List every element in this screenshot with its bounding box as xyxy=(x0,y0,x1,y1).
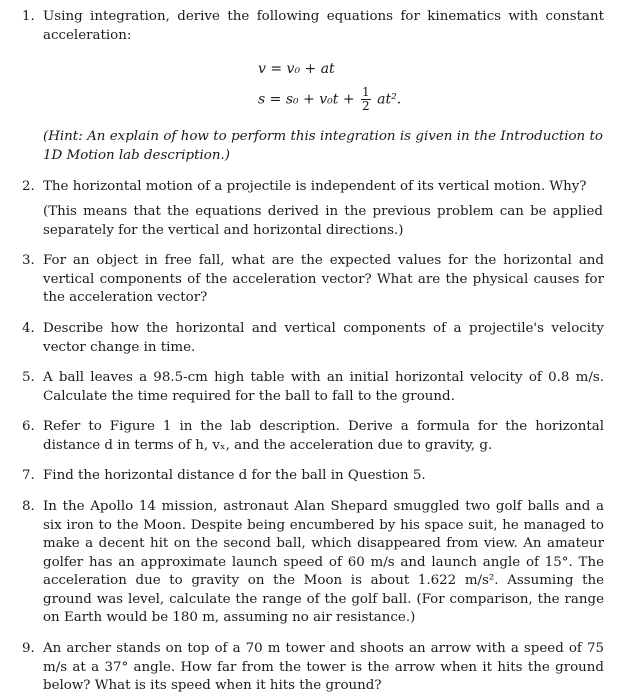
question-5 xyxy=(22,369,604,406)
question-9 xyxy=(22,640,604,696)
question-text: An archer stands on top of a 70 m tower and shoots an arrow with a speed of 75 m/s at a 37° angle. How far from the tower is the arrow when it hits the ground below? What is its speed when it hits the ground? xyxy=(43,641,604,693)
question-6 xyxy=(22,418,604,455)
question-text: The horizontal motion of a projectile is independent of its vertical motion. Why? xyxy=(43,179,587,194)
question-text: For an object in free fall, what are the expected values for the horizontal and vertical components of the acceleration vector? What are the physical causes for the acceleration vector? xyxy=(43,253,604,305)
question-number: 3. xyxy=(22,253,35,268)
question-text: Find the horizontal distance d for the ball in Question 5. xyxy=(43,468,426,483)
question-number: 2. xyxy=(22,179,35,194)
fraction-denominator: 2 xyxy=(362,99,370,113)
question-2 xyxy=(22,178,604,197)
question-number: 5. xyxy=(22,370,35,385)
question-8 xyxy=(22,498,604,628)
question-4 xyxy=(22,320,604,357)
equation-displacement xyxy=(258,86,401,113)
question-text: Using integration, derive the following equations for kinematics with constant acceleration: xyxy=(43,9,604,43)
question-text: Describe how the horizontal and vertical components of a projectile's velocity vector change in time. xyxy=(43,321,604,355)
question-number: 6. xyxy=(22,419,35,434)
question-number: 9. xyxy=(22,641,35,656)
equation-velocity: v = v₀ + at xyxy=(258,61,335,77)
question-1 xyxy=(22,8,604,45)
note-text: (This means that the equations derived in the previous problem can be applied separately for the vertical and horizontal directions.) xyxy=(43,204,603,238)
question-text: In the Apollo 14 mission, astronaut Alan Shepard smuggled two golf balls and a six iron to the Moon. Despite being encumbered by his space suit, he managed to make a decent hit on the second ball, which disappeared from view. An amateur golfer has an approximate launch speed of 60 m/s and launch angle of 15°. The acceleration due to gravity on the Moon is about 1.622 m/s². Assuming the ground was level, calculate the range of the golf ball. (For comparison, the range on Earth would be 180 m, assuming no air resistance.) xyxy=(43,499,604,625)
equation-left: s = s₀ + v₀t + xyxy=(258,91,355,108)
hint-text: (Hint: An explain of how to perform this integration is given in the Introduction to 1D Motion lab description.) xyxy=(43,129,603,163)
question-text: Refer to Figure 1 in the lab description. Derive a formula for the horizontal distance d in terms of h, vₓ, and the acceleration due to gravity, g. xyxy=(43,419,604,453)
equation-right: at². xyxy=(377,91,402,108)
question-7 xyxy=(22,467,604,486)
question-number: 1. xyxy=(22,9,35,24)
question-3 xyxy=(22,252,604,308)
question-number: 8. xyxy=(22,499,35,514)
question-text: A ball leaves a 98.5-cm high table with an initial horizontal velocity of 0.8 m/s. Calculate the time required for the ball to fall to the ground. xyxy=(43,370,604,404)
fraction-half xyxy=(361,86,371,113)
question-number: 7. xyxy=(22,468,35,483)
question-number: 4. xyxy=(22,321,35,336)
fraction-numerator: 1 xyxy=(362,85,370,99)
